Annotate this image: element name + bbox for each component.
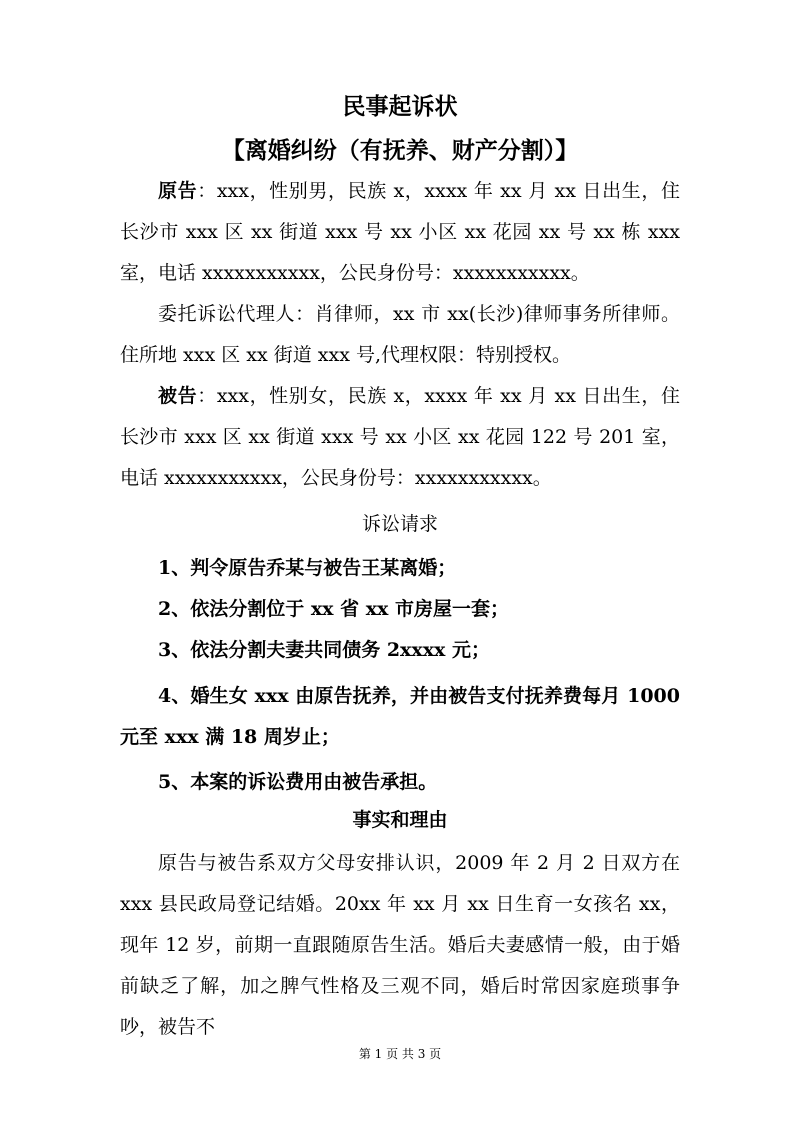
facts-heading: 事实和理由 (352, 809, 448, 831)
plaintiff-text: ：xxx，性别男，民族 x，xxxx 年 xx 月 xx 日出生，住长沙市 xxx 区 xx 街道 xxx 号 xx 小区 xx 花园 xx 号 xx 栋 xxx 室，电话 xxxxxxxxxxx，公民身份号：xxxxxxxxxxx。 (120, 180, 680, 284)
claim-item-2: 2、依法分割位于 xx 省 xx 市房屋一套； (158, 598, 509, 620)
defendant-text: ：xxx，性别女，民族 x，xxxx 年 xx 月 xx 日出生，住长沙市 xxx 区 xx 街道 xxx 号 xx 小区 xx 花园 122 号 201 室，电话 xxxxxxxxxxx，公民身份号：xxxxxxxxxxx。 (120, 385, 680, 489)
document-subtitle: 【离婚纠纷（有抚养、财产分割）】 (221, 137, 579, 164)
facts-paragraph: 原告与被告系双方父母安排认识，2009 年 2 月 2 日双方在 xxx 县民政局登记结婚。20xx 年 xx 月 xx 日生育一女孩名 xx，现年 12 岁，前期一直跟随原告生活。婚后夫妻感情一般，由于婚前缺乏了解，加之脾气性格及三观不同，婚后时常因家庭琐事争吵，被告不 (120, 852, 680, 1038)
claims-heading: 诉讼请求 (361, 513, 438, 535)
plaintiff-label: 原告 (158, 180, 198, 202)
claim-item-1: 1、判令原告乔某与被告王某离婚； (158, 557, 457, 579)
plaintiff-paragraph (120, 171, 680, 294)
claim-item-5: 5、本案的诉讼费用由被告承担。 (158, 771, 438, 793)
document-title: 民事起诉状 (342, 93, 458, 120)
page-footer: 第 1 页 共 3 页 (358, 1047, 442, 1061)
claim-item-3: 3、依法分割夫妻共同债务 2xxxx 元； (158, 639, 490, 661)
claim-item-4: 4、婚生女 xxx 由原告抚养，并由被告支付抚养费每月 1000 元至 xxx 满 18 周岁止； (120, 685, 680, 748)
agent-paragraph: 委托诉讼代理人：肖律师，xx 市 xx(长沙)律师事务所律师。住所地 xxx 区 xx 街道 xxx 号,代理权限：特别授权。 (120, 303, 680, 366)
defendant-label: 被告 (158, 385, 198, 407)
defendant-paragraph (120, 376, 680, 499)
